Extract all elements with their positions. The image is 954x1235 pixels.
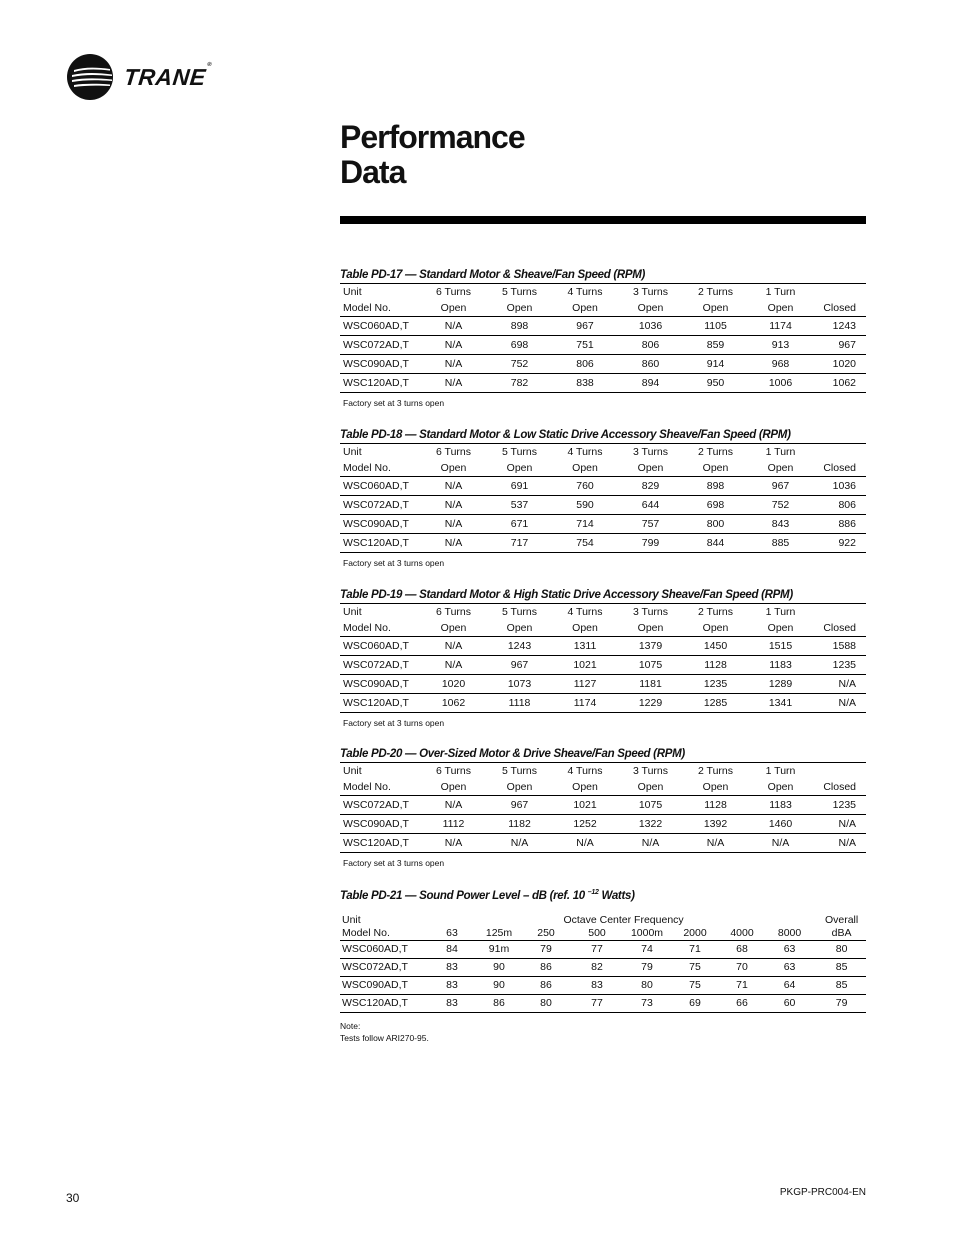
value-cell: 1183 <box>748 796 813 815</box>
table-pd-21 <box>340 886 866 1044</box>
value-cell: N/A <box>813 675 866 694</box>
table-row <box>340 656 866 675</box>
value-cell: 1235 <box>813 796 866 815</box>
value-cell: N/A <box>552 834 618 853</box>
value-cell: 77 <box>568 940 626 958</box>
value-cell: 1127 <box>552 675 618 694</box>
table-caption: Table PD-17 — Standard Motor & Sheave/Fan Speed (RPM) <box>340 268 866 284</box>
turns-header: 3 Turns <box>632 765 669 777</box>
page-title-line1: Performance <box>340 119 525 155</box>
frequency-header: 63 <box>430 927 474 941</box>
table-pd-19 <box>340 588 866 728</box>
model-header: Model No. <box>340 620 420 637</box>
table-row <box>340 374 866 393</box>
value-cell: 838 <box>552 374 618 393</box>
value-cell: 1105 <box>683 317 748 336</box>
value-cell: 698 <box>683 496 748 515</box>
turns-header: 6 Turns <box>435 286 472 298</box>
turns-header: 6 Turns <box>435 446 472 458</box>
value-cell: 91m <box>474 940 524 958</box>
table-footnote: Factory set at 3 turns open <box>343 718 445 728</box>
open-header: Open <box>420 779 487 796</box>
blank-header <box>813 604 866 620</box>
value-cell: N/A <box>487 834 552 853</box>
closed-header: Closed <box>813 779 866 796</box>
turns-header: 1 Turn <box>765 765 796 777</box>
value-cell: 886 <box>813 515 866 534</box>
note <box>340 1020 866 1044</box>
unit-header: Unit <box>343 606 362 618</box>
value-cell: 1515 <box>748 637 813 656</box>
value-cell: 1021 <box>552 796 618 815</box>
value-cell: 83 <box>430 958 474 976</box>
value-cell: 1252 <box>552 815 618 834</box>
model-cell: WSC072AD,T <box>340 796 420 815</box>
model-cell: WSC090AD,T <box>340 976 430 994</box>
table-row <box>340 637 866 656</box>
value-cell: 537 <box>487 496 552 515</box>
frequency-header: 4000 <box>722 927 762 941</box>
turns-header: 4 Turns <box>567 765 603 777</box>
value-cell: 914 <box>683 355 748 374</box>
model-cell: WSC090AD,T <box>340 355 420 374</box>
registered-mark: ® <box>206 61 213 68</box>
value-cell: 967 <box>813 336 866 355</box>
model-header: Model No. <box>340 460 420 477</box>
value-cell: 1341 <box>748 694 813 713</box>
value-cell: 1311 <box>552 637 618 656</box>
open-header: Open <box>487 460 552 477</box>
table-footnote: Factory set at 3 turns open <box>343 558 445 568</box>
value-cell: 1075 <box>618 656 683 675</box>
brand-name: TRANE® <box>122 61 213 90</box>
open-header: Open <box>420 620 487 637</box>
value-cell: 90 <box>474 958 524 976</box>
turns-header: 1 Turn <box>765 446 796 458</box>
turns-header: 3 Turns <box>632 606 669 618</box>
value-cell: N/A <box>420 534 487 553</box>
value-cell: 1036 <box>813 477 866 496</box>
value-cell: N/A <box>683 834 748 853</box>
model-cell: WSC120AD,T <box>340 374 420 393</box>
value-cell: 1062 <box>420 694 487 713</box>
trane-logo <box>66 53 216 101</box>
value-cell: 806 <box>618 336 683 355</box>
value-cell: 73 <box>626 994 668 1012</box>
value-cell: 894 <box>618 374 683 393</box>
value-cell: 1036 <box>618 317 683 336</box>
open-header: Open <box>420 300 487 317</box>
value-cell: 1118 <box>487 694 552 713</box>
unit-header: Unit <box>342 914 361 927</box>
value-cell: N/A <box>420 656 487 675</box>
open-header: Open <box>748 779 813 796</box>
value-cell: 1174 <box>748 317 813 336</box>
value-cell: 63 <box>762 958 817 976</box>
value-cell: 86 <box>524 976 568 994</box>
value-cell: N/A <box>748 834 813 853</box>
value-cell: 75 <box>668 958 722 976</box>
blank-header <box>813 284 866 300</box>
rpm-table <box>340 604 866 713</box>
value-cell: 751 <box>552 336 618 355</box>
turns-header: 5 Turns <box>501 446 538 458</box>
value-cell: 968 <box>748 355 813 374</box>
open-header: Open <box>487 300 552 317</box>
value-cell: 79 <box>817 994 866 1012</box>
closed-header: Closed <box>813 460 866 477</box>
model-header: Model No. <box>340 300 420 317</box>
open-header: Open <box>748 300 813 317</box>
value-cell: 1243 <box>813 317 866 336</box>
value-cell: 80 <box>626 976 668 994</box>
turns-header: 2 Turns <box>697 765 734 777</box>
value-cell: 63 <box>762 940 817 958</box>
value-cell: 691 <box>487 477 552 496</box>
open-header: Open <box>552 460 618 477</box>
table-row <box>340 834 866 853</box>
value-cell: N/A <box>420 336 487 355</box>
value-cell: 85 <box>817 976 866 994</box>
closed-header: Closed <box>813 620 866 637</box>
value-cell: 80 <box>524 994 568 1012</box>
value-cell: 1235 <box>813 656 866 675</box>
value-cell: 85 <box>817 958 866 976</box>
frequency-header: 8000 <box>762 927 817 941</box>
value-cell: 1229 <box>618 694 683 713</box>
unit-header: Unit <box>343 765 362 777</box>
value-cell: N/A <box>420 515 487 534</box>
open-header: Open <box>683 460 748 477</box>
table-row <box>340 496 866 515</box>
value-cell: N/A <box>618 834 683 853</box>
open-header: Open <box>683 300 748 317</box>
value-cell: 1073 <box>487 675 552 694</box>
value-cell: 82 <box>568 958 626 976</box>
value-cell: 714 <box>552 515 618 534</box>
table-row <box>340 477 866 496</box>
table-pd-20 <box>340 747 866 868</box>
turns-header: 6 Turns <box>435 765 472 777</box>
value-cell: 860 <box>618 355 683 374</box>
value-cell: 799 <box>618 534 683 553</box>
value-cell: 1182 <box>487 815 552 834</box>
value-cell: 644 <box>618 496 683 515</box>
value-cell: 950 <box>683 374 748 393</box>
table-pd-18 <box>340 428 866 568</box>
value-cell: 752 <box>748 496 813 515</box>
value-cell: 898 <box>683 477 748 496</box>
table-row <box>340 994 866 1012</box>
value-cell: 71 <box>668 940 722 958</box>
table-row <box>340 317 866 336</box>
value-cell: N/A <box>420 496 487 515</box>
open-header: Open <box>618 779 683 796</box>
turns-header: 1 Turn <box>765 286 796 298</box>
model-cell: WSC072AD,T <box>340 336 420 355</box>
value-cell: 806 <box>552 355 618 374</box>
model-header: Model No. <box>340 927 430 941</box>
open-header: Open <box>552 620 618 637</box>
value-cell: 84 <box>430 940 474 958</box>
octave-header: Octave Center Frequency <box>563 914 684 927</box>
value-cell: 1379 <box>618 637 683 656</box>
turns-header: 6 Turns <box>435 606 472 618</box>
value-cell: 1020 <box>420 675 487 694</box>
turns-header: 5 Turns <box>501 606 538 618</box>
turns-header: 3 Turns <box>632 446 669 458</box>
value-cell: 1588 <box>813 637 866 656</box>
document-id: PKGP-PRC004-EN <box>779 1187 866 1198</box>
value-cell: 1235 <box>683 675 748 694</box>
frequency-header: 500 <box>568 927 626 941</box>
model-cell: WSC090AD,T <box>340 815 420 834</box>
value-cell: 66 <box>722 994 762 1012</box>
value-cell: N/A <box>813 694 866 713</box>
value-cell: 69 <box>668 994 722 1012</box>
unit-header: Unit <box>343 286 362 298</box>
value-cell: 757 <box>618 515 683 534</box>
value-cell: 71 <box>722 976 762 994</box>
open-header: Open <box>618 620 683 637</box>
value-cell: 1112 <box>420 815 487 834</box>
value-cell: 80 <box>817 940 866 958</box>
turns-header: 2 Turns <box>697 446 734 458</box>
value-cell: 913 <box>748 336 813 355</box>
table-row <box>340 694 866 713</box>
value-cell: 922 <box>813 534 866 553</box>
frequency-header: 1000m <box>626 927 668 941</box>
value-cell: 760 <box>552 477 618 496</box>
value-cell: 86 <box>524 958 568 976</box>
table-row <box>340 515 866 534</box>
table-caption: Table PD-20 — Over-Sized Motor & Drive Sheave/Fan Speed (RPM) <box>340 747 866 763</box>
value-cell: 79 <box>524 940 568 958</box>
page-title-line2: Data <box>340 154 406 190</box>
model-cell: WSC120AD,T <box>340 994 430 1012</box>
blank-header <box>813 763 866 779</box>
closed-header: Closed <box>813 300 866 317</box>
value-cell: 885 <box>748 534 813 553</box>
model-cell: WSC072AD,T <box>340 496 420 515</box>
open-header: Open <box>618 300 683 317</box>
value-cell: 1128 <box>683 796 748 815</box>
value-cell: N/A <box>813 815 866 834</box>
value-cell: 967 <box>552 317 618 336</box>
value-cell: 829 <box>618 477 683 496</box>
turns-header: 4 Turns <box>567 446 603 458</box>
frequency-header: 2000 <box>668 927 722 941</box>
table-footnote: Factory set at 3 turns open <box>343 398 445 408</box>
note-text: Tests follow ARI270-95. <box>340 1032 429 1043</box>
value-cell: 843 <box>748 515 813 534</box>
value-cell: 859 <box>683 336 748 355</box>
model-cell: WSC090AD,T <box>340 675 420 694</box>
value-cell: 75 <box>668 976 722 994</box>
value-cell: 86 <box>474 994 524 1012</box>
open-header: Open <box>748 620 813 637</box>
dba-header: dBA <box>817 927 866 941</box>
unit-header: Unit <box>343 446 362 458</box>
value-cell: N/A <box>420 355 487 374</box>
value-cell: 1392 <box>683 815 748 834</box>
turns-header: 4 Turns <box>567 606 603 618</box>
value-cell: 83 <box>430 994 474 1012</box>
value-cell: 806 <box>813 496 866 515</box>
page-title <box>340 120 525 190</box>
value-cell: 1006 <box>748 374 813 393</box>
model-cell: WSC060AD,T <box>340 637 420 656</box>
value-cell: 782 <box>487 374 552 393</box>
value-cell: 60 <box>762 994 817 1012</box>
value-cell: 967 <box>487 796 552 815</box>
value-cell: 83 <box>568 976 626 994</box>
value-cell: 590 <box>552 496 618 515</box>
value-cell: 844 <box>683 534 748 553</box>
overall-header: Overall <box>824 914 859 927</box>
value-cell: 74 <box>626 940 668 958</box>
open-header: Open <box>420 460 487 477</box>
table-pd-17 <box>340 268 866 408</box>
value-cell: 1020 <box>813 355 866 374</box>
value-cell: N/A <box>813 834 866 853</box>
value-cell: 800 <box>683 515 748 534</box>
title-rule <box>340 216 866 224</box>
page-number: 30 <box>66 1191 80 1205</box>
table-caption: Table PD-19 — Standard Motor & High Static Drive Accessory Sheave/Fan Speed (RPM) <box>340 588 866 604</box>
turns-header: 1 Turn <box>765 606 796 618</box>
turns-header: 2 Turns <box>697 606 734 618</box>
rpm-table <box>340 444 866 553</box>
value-cell: 1174 <box>552 694 618 713</box>
model-cell: WSC072AD,T <box>340 656 420 675</box>
frequency-header: 125m <box>474 927 524 941</box>
value-cell: 79 <box>626 958 668 976</box>
value-cell: 717 <box>487 534 552 553</box>
value-cell: 1062 <box>813 374 866 393</box>
model-cell: WSC060AD,T <box>340 477 420 496</box>
value-cell: 1243 <box>487 637 552 656</box>
frequency-header: 250 <box>524 927 568 941</box>
open-header: Open <box>683 620 748 637</box>
value-cell: 967 <box>487 656 552 675</box>
turns-header: 5 Turns <box>501 765 538 777</box>
open-header: Open <box>618 460 683 477</box>
turns-header: 5 Turns <box>501 286 538 298</box>
turns-header: 3 Turns <box>632 286 669 298</box>
model-cell: WSC060AD,T <box>340 940 430 958</box>
table-row <box>340 958 866 976</box>
table-row <box>340 976 866 994</box>
value-cell: 64 <box>762 976 817 994</box>
table-footnote: Factory set at 3 turns open <box>343 858 445 868</box>
value-cell: 68 <box>722 940 762 958</box>
sound-table <box>340 914 866 1013</box>
value-cell: 1021 <box>552 656 618 675</box>
value-cell: 754 <box>552 534 618 553</box>
model-cell: WSC090AD,T <box>340 515 420 534</box>
value-cell: 1285 <box>683 694 748 713</box>
value-cell: 1128 <box>683 656 748 675</box>
model-cell: WSC120AD,T <box>340 834 420 853</box>
value-cell: N/A <box>420 317 487 336</box>
rpm-table <box>340 763 866 853</box>
table-caption: Table PD-21 — Sound Power Level – dB (ref. 10 $^{-12}$ Watts) <box>340 889 635 902</box>
value-cell: N/A <box>420 374 487 393</box>
model-header: Model No. <box>340 779 420 796</box>
value-cell: 1183 <box>748 656 813 675</box>
open-header: Open <box>552 300 618 317</box>
value-cell: 967 <box>748 477 813 496</box>
value-cell: N/A <box>420 477 487 496</box>
table-row <box>340 940 866 958</box>
open-header: Open <box>487 779 552 796</box>
value-cell: 1075 <box>618 796 683 815</box>
table-row <box>340 534 866 553</box>
table-row <box>340 675 866 694</box>
value-cell: 1450 <box>683 637 748 656</box>
turns-header: 4 Turns <box>567 286 603 298</box>
rpm-table <box>340 284 866 393</box>
value-cell: 83 <box>430 976 474 994</box>
trane-logo-icon <box>66 53 114 101</box>
value-cell: 898 <box>487 317 552 336</box>
value-cell: 70 <box>722 958 762 976</box>
value-cell: 1322 <box>618 815 683 834</box>
open-header: Open <box>748 460 813 477</box>
open-header: Open <box>552 779 618 796</box>
table-caption: Table PD-18 — Standard Motor & Low Static Drive Accessory Sheave/Fan Speed (RPM) <box>340 428 866 444</box>
value-cell: 90 <box>474 976 524 994</box>
table-row <box>340 815 866 834</box>
model-cell: WSC120AD,T <box>340 534 420 553</box>
value-cell: 1289 <box>748 675 813 694</box>
note-label: Note: <box>340 1020 361 1031</box>
table-row <box>340 355 866 374</box>
turns-header: 2 Turns <box>697 286 734 298</box>
value-cell: N/A <box>420 637 487 656</box>
value-cell: N/A <box>420 796 487 815</box>
value-cell: 1181 <box>618 675 683 694</box>
table-row <box>340 796 866 815</box>
blank-header <box>813 444 866 460</box>
value-cell: 671 <box>487 515 552 534</box>
model-cell: WSC072AD,T <box>340 958 430 976</box>
open-header: Open <box>487 620 552 637</box>
model-cell: WSC060AD,T <box>340 317 420 336</box>
table-row <box>340 336 866 355</box>
open-header: Open <box>683 779 748 796</box>
value-cell: 698 <box>487 336 552 355</box>
model-cell: WSC120AD,T <box>340 694 420 713</box>
value-cell: 77 <box>568 994 626 1012</box>
value-cell: 1460 <box>748 815 813 834</box>
value-cell: 752 <box>487 355 552 374</box>
value-cell: N/A <box>420 834 487 853</box>
